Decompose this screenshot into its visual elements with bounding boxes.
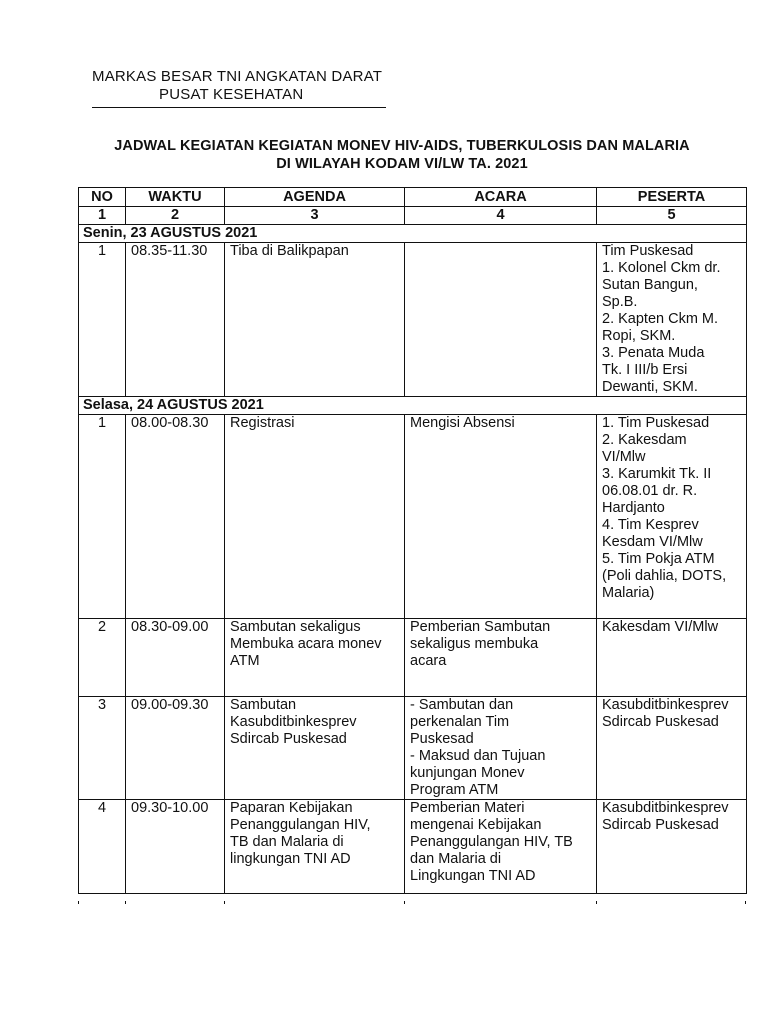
cell-acara (405, 697, 597, 800)
column-border (224, 901, 225, 904)
cell-no: 3 (79, 697, 126, 800)
table-continuation (78, 901, 746, 904)
cell-no: 1 (79, 415, 126, 619)
cell-acara (405, 243, 597, 397)
table-row (79, 800, 747, 894)
cell-line: Membuka acara monev (230, 636, 382, 652)
column-number-row (79, 207, 747, 225)
cell-line: 2. Kapten Ckm M. (602, 311, 719, 327)
col-number: 1 (79, 207, 126, 225)
cell-waktu: 08.30-09.00 (126, 619, 225, 697)
cell-line: - Maksud dan Tujuan (410, 748, 546, 764)
cell-line: 1. Kolonel Ckm dr. (602, 260, 721, 276)
cell-agenda (225, 800, 405, 894)
cell-peserta (597, 619, 747, 697)
cell-line: Dewanti, SKM. (602, 379, 698, 395)
day-header-row (79, 225, 747, 243)
cell-line: 1. Tim Puskesad (602, 415, 710, 431)
table-header-row (79, 188, 747, 207)
cell-line: lingkungan TNI AD (230, 851, 351, 867)
schedule-body (79, 225, 747, 894)
cell-line: Sutan Bangun, (602, 277, 698, 293)
title-line-1: JADWAL KEGIATAN KEGIATAN MONEV HIV-AIDS, TUBERKULOSIS DAN MALARIA (114, 138, 690, 154)
cell-line: ATM (230, 653, 260, 669)
cell-acara (405, 800, 597, 894)
cell-line: acara (410, 653, 447, 669)
cell-line: Kasubditbinkesprev (602, 800, 729, 816)
col-number: 3 (225, 207, 405, 225)
cell-peserta (597, 415, 747, 619)
cell-waktu: 08.35-11.30 (126, 243, 225, 397)
cell-line: Tk. I III/b Ersi (602, 362, 688, 378)
cell-line: Pemberian Sambutan (410, 619, 551, 635)
cell-waktu: 09.00-09.30 (126, 697, 225, 800)
cell-line: Pemberian Materi (410, 800, 525, 816)
column-border (745, 901, 746, 904)
cell-line: Puskesad (410, 731, 474, 747)
cell-line: Kesdam VI/Mlw (602, 534, 703, 550)
title-line-2: DI WILAYAH KODAM VI/LW TA. 2021 (276, 156, 528, 172)
cell-line: 2. Kakesdam (602, 432, 687, 448)
cell-no: 4 (79, 800, 126, 894)
cell-line: Hardjanto (602, 500, 665, 516)
cell-line: Sdircab Puskesad (602, 817, 719, 833)
day-date: Senin, 23 AGUSTUS 2021 (79, 225, 747, 243)
cell-line: kunjungan Monev (410, 765, 525, 781)
col-number: 2 (126, 207, 225, 225)
org-unit: PUSAT KESEHATAN (159, 86, 304, 103)
cell-no: 1 (79, 243, 126, 397)
cell-line: mengenai Kebijakan (410, 817, 542, 833)
table-row (79, 619, 747, 697)
cell-line: Sambutan sekaligus (230, 619, 361, 635)
cell-line: Paparan Kebijakan (230, 800, 353, 816)
cell-agenda (225, 697, 405, 800)
cell-peserta (597, 243, 747, 397)
cell-line: Program ATM (410, 782, 499, 798)
col-header-no: NO (79, 188, 126, 207)
cell-line: Sambutan (230, 697, 297, 713)
cell-line: Malaria) (602, 585, 655, 601)
table-row (79, 697, 747, 800)
cell-agenda (225, 619, 405, 697)
cell-line: Penanggulangan HIV, (230, 817, 371, 833)
day-header-row (79, 397, 747, 415)
cell-line: 3. Penata Muda (602, 345, 705, 361)
cell-waktu: 08.00-08.30 (126, 415, 225, 619)
cell-no: 2 (79, 619, 126, 697)
col-number: 4 (405, 207, 597, 225)
cell-acara (405, 415, 597, 619)
cell-line: perkenalan Tim (410, 714, 510, 730)
schedule-table (78, 187, 747, 894)
col-header-waktu: WAKTU (126, 188, 225, 207)
col-header-peserta: PESERTA (597, 188, 747, 207)
table-row (79, 243, 747, 397)
col-number: 5 (597, 207, 747, 225)
cell-line: Sp.B. (602, 294, 638, 310)
cell-line: 4. Tim Kesprev (602, 517, 699, 533)
cell-peserta (597, 697, 747, 800)
table-row (79, 415, 747, 619)
cell-line: Kasubditbinkesprev (602, 697, 729, 713)
org-name: MARKAS BESAR TNI ANGKATAN DARAT (92, 68, 383, 85)
cell-line: Mengisi Absensi (410, 415, 515, 431)
cell-agenda (225, 243, 405, 397)
cell-line: TB dan Malaria di (230, 834, 344, 850)
cell-line: Lingkungan TNI AD (410, 868, 536, 884)
cell-waktu: 09.30-10.00 (126, 800, 225, 894)
cell-agenda (225, 415, 405, 619)
cell-line: sekaligus membuka (410, 636, 539, 652)
cell-line: dan Malaria di (410, 851, 502, 867)
col-header-agenda: AGENDA (225, 188, 405, 207)
cell-line: - Sambutan dan (410, 697, 514, 713)
header-underline (92, 107, 386, 108)
cell-line: Tim Puskesad (602, 243, 694, 259)
cell-line: Ropi, SKM. (602, 328, 676, 344)
cell-line: 06.08.01 dr. R. (602, 483, 698, 499)
column-border (404, 901, 405, 904)
cell-line: Sdircab Puskesad (602, 714, 719, 730)
document-title (0, 137, 768, 173)
cell-line: Registrasi (230, 415, 295, 431)
cell-line: (Poli dahlia, DOTS, (602, 568, 727, 584)
column-border (596, 901, 597, 904)
cell-line: Kasubditbinkesprev (230, 714, 357, 730)
cell-line: Tiba di Balikpapan (230, 243, 349, 259)
cell-line: Penanggulangan HIV, TB (410, 834, 573, 850)
cell-line: 5. Tim Pokja ATM (602, 551, 715, 567)
cell-acara (405, 619, 597, 697)
cell-line: VI/Mlw (602, 449, 646, 465)
cell-line: Sdircab Puskesad (230, 731, 347, 747)
cell-line: 3. Karumkit Tk. II (602, 466, 712, 482)
column-border (125, 901, 126, 904)
day-date: Selasa, 24 AGUSTUS 2021 (79, 397, 747, 415)
cell-peserta (597, 800, 747, 894)
column-border (78, 901, 79, 904)
cell-line: Kakesdam VI/Mlw (602, 619, 719, 635)
org-header (92, 68, 382, 104)
col-header-acara: ACARA (405, 188, 597, 207)
